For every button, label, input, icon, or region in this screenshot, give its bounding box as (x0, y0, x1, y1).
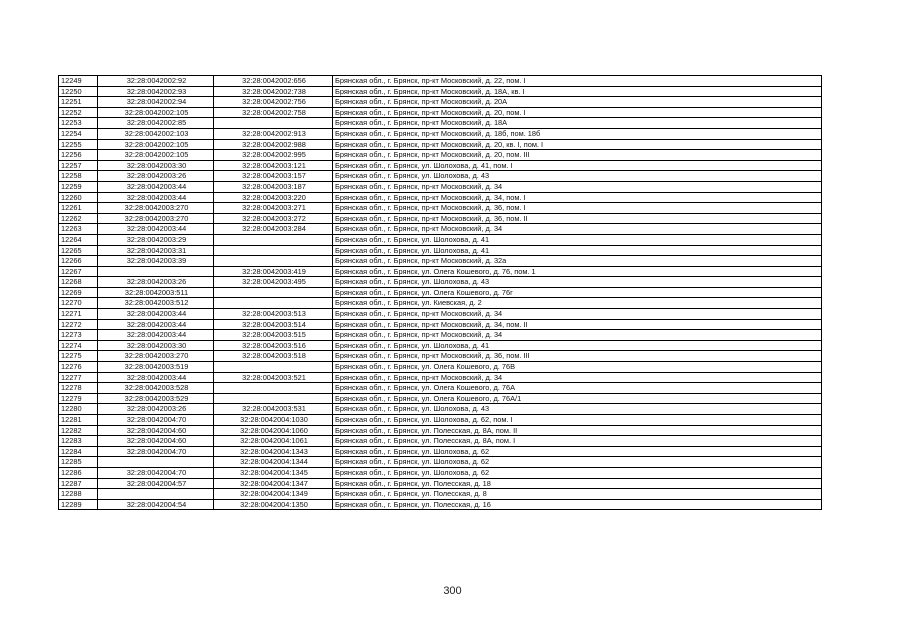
address-cell: Брянская обл., г. Брянск, пр-кт Московский, д. 34 (333, 330, 822, 341)
parcel-cadastral-number-cell: 32:28:0042003:511 (98, 287, 214, 298)
parcel-cadastral-number-cell: 32:28:0042002:93 (98, 86, 214, 97)
address-cell: Брянская обл., г. Брянск, ул. Олега Кошевого, д. 76А (333, 383, 822, 394)
object-cadastral-number-cell: 32:28:0042004:1347 (214, 478, 333, 489)
parcel-cadastral-number-cell: 32:28:0042003:26 (98, 277, 214, 288)
row-number-cell: 12253 (59, 118, 98, 129)
object-cadastral-number-cell (214, 245, 333, 256)
address-cell: Брянская обл., г. Брянск, ул. Шолохова, д. 41 (333, 234, 822, 245)
row-number-cell: 12271 (59, 309, 98, 320)
table-row (59, 467, 822, 478)
parcel-cadastral-number-cell (98, 457, 214, 468)
object-cadastral-number-cell: 32:28:0042004:1349 (214, 489, 333, 500)
address-cell: Брянская обл., г. Брянск, пр-кт Московский, д. 34, пом. I (333, 192, 822, 203)
registry-table-body (59, 76, 822, 510)
row-number-cell: 12262 (59, 213, 98, 224)
row-number-cell: 12282 (59, 425, 98, 436)
address-cell: Брянская обл., г. Брянск, ул. Шолохова, д. 62, пом. I (333, 415, 822, 426)
row-number-cell: 12259 (59, 181, 98, 192)
object-cadastral-number-cell: 32:28:0042003:272 (214, 213, 333, 224)
address-cell: Брянская обл., г. Брянск, пр-кт Московский, д. 18А (333, 118, 822, 129)
address-cell: Брянская обл., г. Брянск, пр-кт Московский, д. 22, пом. I (333, 76, 822, 87)
object-cadastral-number-cell: 32:28:0042003:516 (214, 340, 333, 351)
row-number-cell: 12267 (59, 266, 98, 277)
table-row (59, 245, 822, 256)
address-cell: Брянская обл., г. Брянск, ул. Полесская, д. 16 (333, 499, 822, 510)
table-row (59, 340, 822, 351)
address-cell: Брянская обл., г. Брянск, пр-кт Московский, д. 36, пом. I (333, 203, 822, 214)
parcel-cadastral-number-cell: 32:28:0042003:44 (98, 309, 214, 320)
address-cell: Брянская обл., г. Брянск, ул. Полесская, д. 8 (333, 489, 822, 500)
row-number-cell: 12249 (59, 76, 98, 87)
table-row (59, 489, 822, 500)
table-row (59, 224, 822, 235)
table-row (59, 298, 822, 309)
table-row (59, 234, 822, 245)
table-row (59, 287, 822, 298)
object-cadastral-number-cell: 32:28:0042002:988 (214, 139, 333, 150)
object-cadastral-number-cell: 32:28:0042003:220 (214, 192, 333, 203)
address-cell: Брянская обл., г. Брянск, пр-кт Московский, д. 20, кв. I, пом. I (333, 139, 822, 150)
parcel-cadastral-number-cell: 32:28:0042002:103 (98, 128, 214, 139)
parcel-cadastral-number-cell: 32:28:0042004:70 (98, 415, 214, 426)
parcel-cadastral-number-cell: 32:28:0042003:44 (98, 181, 214, 192)
address-cell: Брянская обл., г. Брянск, ул. Полесская, д. 8А, пом. II (333, 425, 822, 436)
row-number-cell: 12250 (59, 86, 98, 97)
row-number-cell: 12252 (59, 107, 98, 118)
parcel-cadastral-number-cell: 32:28:0042004:57 (98, 478, 214, 489)
parcel-cadastral-number-cell: 32:28:0042002:105 (98, 107, 214, 118)
row-number-cell: 12278 (59, 383, 98, 394)
address-cell: Брянская обл., г. Брянск, ул. Шолохова, д. 41 (333, 245, 822, 256)
parcel-cadastral-number-cell: 32:28:0042002:94 (98, 97, 214, 108)
object-cadastral-number-cell: 32:28:0042002:758 (214, 107, 333, 118)
address-cell: Брянская обл., г. Брянск, пр-кт Московский, д. 36, пом. III (333, 351, 822, 362)
object-cadastral-number-cell: 32:28:0042004:1345 (214, 467, 333, 478)
parcel-cadastral-number-cell: 32:28:0042003:44 (98, 330, 214, 341)
address-cell: Брянская обл., г. Брянск, пр-кт Московский, д. 18А, кв. I (333, 86, 822, 97)
address-cell: Брянская обл., г. Брянск, пр-кт Московский, д. 20, пом. I (333, 107, 822, 118)
address-cell: Брянская обл., г. Брянск, ул. Шолохова, д. 43 (333, 404, 822, 415)
row-number-cell: 12276 (59, 362, 98, 373)
row-number-cell: 12254 (59, 128, 98, 139)
address-cell: Брянская обл., г. Брянск, пр-кт Московский, д. 32а (333, 256, 822, 267)
address-cell: Брянская обл., г. Брянск, пр-кт Московский, д. 34, пом. II (333, 319, 822, 330)
table-row (59, 139, 822, 150)
address-cell: Брянская обл., г. Брянск, ул. Шолохова, д. 62 (333, 457, 822, 468)
object-cadastral-number-cell: 32:28:0042003:518 (214, 351, 333, 362)
parcel-cadastral-number-cell: 32:28:0042003:270 (98, 213, 214, 224)
object-cadastral-number-cell: 32:28:0042002:913 (214, 128, 333, 139)
row-number-cell: 12257 (59, 160, 98, 171)
parcel-cadastral-number-cell: 32:28:0042003:270 (98, 351, 214, 362)
address-cell: Брянская обл., г. Брянск, ул. Шолохова, д. 43 (333, 277, 822, 288)
parcel-cadastral-number-cell: 32:28:0042003:270 (98, 203, 214, 214)
object-cadastral-number-cell: 32:28:0042002:995 (214, 150, 333, 161)
table-row (59, 499, 822, 510)
parcel-cadastral-number-cell: 32:28:0042003:26 (98, 171, 214, 182)
parcel-cadastral-number-cell: 32:28:0042002:85 (98, 118, 214, 129)
object-cadastral-number-cell (214, 118, 333, 129)
parcel-cadastral-number-cell: 32:28:0042003:30 (98, 160, 214, 171)
object-cadastral-number-cell: 32:28:0042002:738 (214, 86, 333, 97)
parcel-cadastral-number-cell (98, 489, 214, 500)
parcel-cadastral-number-cell: 32:28:0042003:31 (98, 245, 214, 256)
table-row (59, 203, 822, 214)
table-row (59, 351, 822, 362)
address-cell: Брянская обл., г. Брянск, ул. Шолохова, д. 41, пом. I (333, 160, 822, 171)
address-cell: Брянская обл., г. Брянск, пр-кт Московский, д. 34 (333, 372, 822, 383)
parcel-cadastral-number-cell (98, 266, 214, 277)
row-number-cell: 12281 (59, 415, 98, 426)
table-row (59, 150, 822, 161)
object-cadastral-number-cell: 32:28:0042003:531 (214, 404, 333, 415)
address-cell: Брянская обл., г. Брянск, пр-кт Московский, д. 20, пом. III (333, 150, 822, 161)
row-number-cell: 12258 (59, 171, 98, 182)
table-row (59, 330, 822, 341)
table-row (59, 181, 822, 192)
table-row (59, 372, 822, 383)
object-cadastral-number-cell: 32:28:0042003:271 (214, 203, 333, 214)
object-cadastral-number-cell: 32:28:0042004:1030 (214, 415, 333, 426)
object-cadastral-number-cell (214, 393, 333, 404)
object-cadastral-number-cell: 32:28:0042004:1343 (214, 446, 333, 457)
table-row (59, 118, 822, 129)
table-row (59, 128, 822, 139)
parcel-cadastral-number-cell: 32:28:0042003:44 (98, 319, 214, 330)
object-cadastral-number-cell: 32:28:0042003:419 (214, 266, 333, 277)
table-row (59, 107, 822, 118)
address-cell: Брянская обл., г. Брянск, ул. Шолохова, д. 41 (333, 340, 822, 351)
object-cadastral-number-cell (214, 287, 333, 298)
address-cell: Брянская обл., г. Брянск, ул. Олега Кошевого, д. 76В (333, 362, 822, 373)
parcel-cadastral-number-cell: 32:28:0042003:44 (98, 224, 214, 235)
row-number-cell: 12280 (59, 404, 98, 415)
parcel-cadastral-number-cell: 32:28:0042004:60 (98, 436, 214, 447)
object-cadastral-number-cell: 32:28:0042004:1350 (214, 499, 333, 510)
table-row (59, 192, 822, 203)
parcel-cadastral-number-cell: 32:28:0042002:105 (98, 150, 214, 161)
table-row (59, 478, 822, 489)
address-cell: Брянская обл., г. Брянск, ул. Шолохова, д. 43 (333, 171, 822, 182)
object-cadastral-number-cell: 32:28:0042003:284 (214, 224, 333, 235)
table-row (59, 415, 822, 426)
row-number-cell: 12272 (59, 319, 98, 330)
object-cadastral-number-cell (214, 234, 333, 245)
table-row (59, 319, 822, 330)
object-cadastral-number-cell: 32:28:0042003:495 (214, 277, 333, 288)
row-number-cell: 12274 (59, 340, 98, 351)
table-row (59, 256, 822, 267)
table-row (59, 171, 822, 182)
table-row (59, 362, 822, 373)
table-row (59, 404, 822, 415)
table-row (59, 277, 822, 288)
address-cell: Брянская обл., г. Брянск, пр-кт Московский, д. 18б, пом. 18б (333, 128, 822, 139)
parcel-cadastral-number-cell: 32:28:0042003:519 (98, 362, 214, 373)
row-number-cell: 12275 (59, 351, 98, 362)
object-cadastral-number-cell (214, 362, 333, 373)
parcel-cadastral-number-cell: 32:28:0042003:39 (98, 256, 214, 267)
parcel-cadastral-number-cell: 32:28:0042003:528 (98, 383, 214, 394)
object-cadastral-number-cell (214, 256, 333, 267)
parcel-cadastral-number-cell: 32:28:0042003:29 (98, 234, 214, 245)
table-row (59, 457, 822, 468)
object-cadastral-number-cell: 32:28:0042003:514 (214, 319, 333, 330)
table-row (59, 86, 822, 97)
table-row (59, 76, 822, 87)
object-cadastral-number-cell: 32:28:0042003:513 (214, 309, 333, 320)
object-cadastral-number-cell: 32:28:0042004:1344 (214, 457, 333, 468)
address-cell: Брянская обл., г. Брянск, пр-кт Московский, д. 36, пом. II (333, 213, 822, 224)
address-cell: Брянская обл., г. Брянск, ул. Олега Кошевого, д. 76г (333, 287, 822, 298)
row-number-cell: 12288 (59, 489, 98, 500)
registry-table (58, 75, 822, 510)
row-number-cell: 12255 (59, 139, 98, 150)
page-number: 300 (443, 585, 462, 597)
row-number-cell: 12279 (59, 393, 98, 404)
row-number-cell: 12273 (59, 330, 98, 341)
table-row (59, 97, 822, 108)
table-row (59, 436, 822, 447)
parcel-cadastral-number-cell: 32:28:0042004:70 (98, 446, 214, 457)
address-cell: Брянская обл., г. Брянск, пр-кт Московский, д. 34 (333, 181, 822, 192)
row-number-cell: 12265 (59, 245, 98, 256)
address-cell: Брянская обл., г. Брянск, ул. Киевская, д. 2 (333, 298, 822, 309)
parcel-cadastral-number-cell: 32:28:0042003:529 (98, 393, 214, 404)
row-number-cell: 12269 (59, 287, 98, 298)
table-row (59, 383, 822, 394)
parcel-cadastral-number-cell: 32:28:0042003:30 (98, 340, 214, 351)
row-number-cell: 12268 (59, 277, 98, 288)
row-number-cell: 12289 (59, 499, 98, 510)
parcel-cadastral-number-cell: 32:28:0042004:60 (98, 425, 214, 436)
object-cadastral-number-cell: 32:28:0042004:1061 (214, 436, 333, 447)
row-number-cell: 12284 (59, 446, 98, 457)
table-row (59, 309, 822, 320)
table-row (59, 160, 822, 171)
parcel-cadastral-number-cell: 32:28:0042004:54 (98, 499, 214, 510)
address-cell: Брянская обл., г. Брянск, ул. Полесская, д. 8А, пом. I (333, 436, 822, 447)
object-cadastral-number-cell: 32:28:0042002:756 (214, 97, 333, 108)
row-number-cell: 12260 (59, 192, 98, 203)
row-number-cell: 12287 (59, 478, 98, 489)
object-cadastral-number-cell (214, 298, 333, 309)
row-number-cell: 12277 (59, 372, 98, 383)
parcel-cadastral-number-cell: 32:28:0042003:512 (98, 298, 214, 309)
parcel-cadastral-number-cell: 32:28:0042004:70 (98, 467, 214, 478)
row-number-cell: 12256 (59, 150, 98, 161)
object-cadastral-number-cell: 32:28:0042003:187 (214, 181, 333, 192)
row-number-cell: 12266 (59, 256, 98, 267)
address-cell: Брянская обл., г. Брянск, ул. Шолохова, д. 62 (333, 446, 822, 457)
parcel-cadastral-number-cell: 32:28:0042002:92 (98, 76, 214, 87)
address-cell: Брянская обл., г. Брянск, ул. Олега Кошевого, д. 76, пом. 1 (333, 266, 822, 277)
address-cell: Брянская обл., г. Брянск, ул. Шолохова, д. 62 (333, 467, 822, 478)
row-number-cell: 12251 (59, 97, 98, 108)
object-cadastral-number-cell: 32:28:0042003:121 (214, 160, 333, 171)
row-number-cell: 12283 (59, 436, 98, 447)
object-cadastral-number-cell (214, 383, 333, 394)
address-cell: Брянская обл., г. Брянск, пр-кт Московский, д. 20А (333, 97, 822, 108)
table-row (59, 393, 822, 404)
row-number-cell: 12261 (59, 203, 98, 214)
address-cell: Брянская обл., г. Брянск, ул. Олега Кошевого, д. 76А/1 (333, 393, 822, 404)
address-cell: Брянская обл., г. Брянск, пр-кт Московский, д. 34 (333, 224, 822, 235)
row-number-cell: 12270 (59, 298, 98, 309)
table-row (59, 446, 822, 457)
table-row (59, 425, 822, 436)
row-number-cell: 12286 (59, 467, 98, 478)
row-number-cell: 12263 (59, 224, 98, 235)
object-cadastral-number-cell: 32:28:0042004:1060 (214, 425, 333, 436)
parcel-cadastral-number-cell: 32:28:0042003:26 (98, 404, 214, 415)
object-cadastral-number-cell: 32:28:0042003:521 (214, 372, 333, 383)
parcel-cadastral-number-cell: 32:28:0042003:44 (98, 192, 214, 203)
parcel-cadastral-number-cell: 32:28:0042002:105 (98, 139, 214, 150)
object-cadastral-number-cell: 32:28:0042003:515 (214, 330, 333, 341)
address-cell: Брянская обл., г. Брянск, ул. Полесская, д. 18 (333, 478, 822, 489)
object-cadastral-number-cell: 32:28:0042002:656 (214, 76, 333, 87)
table-row (59, 213, 822, 224)
row-number-cell: 12285 (59, 457, 98, 468)
object-cadastral-number-cell: 32:28:0042003:157 (214, 171, 333, 182)
parcel-cadastral-number-cell: 32:28:0042003:44 (98, 372, 214, 383)
row-number-cell: 12264 (59, 234, 98, 245)
table-row (59, 266, 822, 277)
address-cell: Брянская обл., г. Брянск, пр-кт Московский, д. 34 (333, 309, 822, 320)
